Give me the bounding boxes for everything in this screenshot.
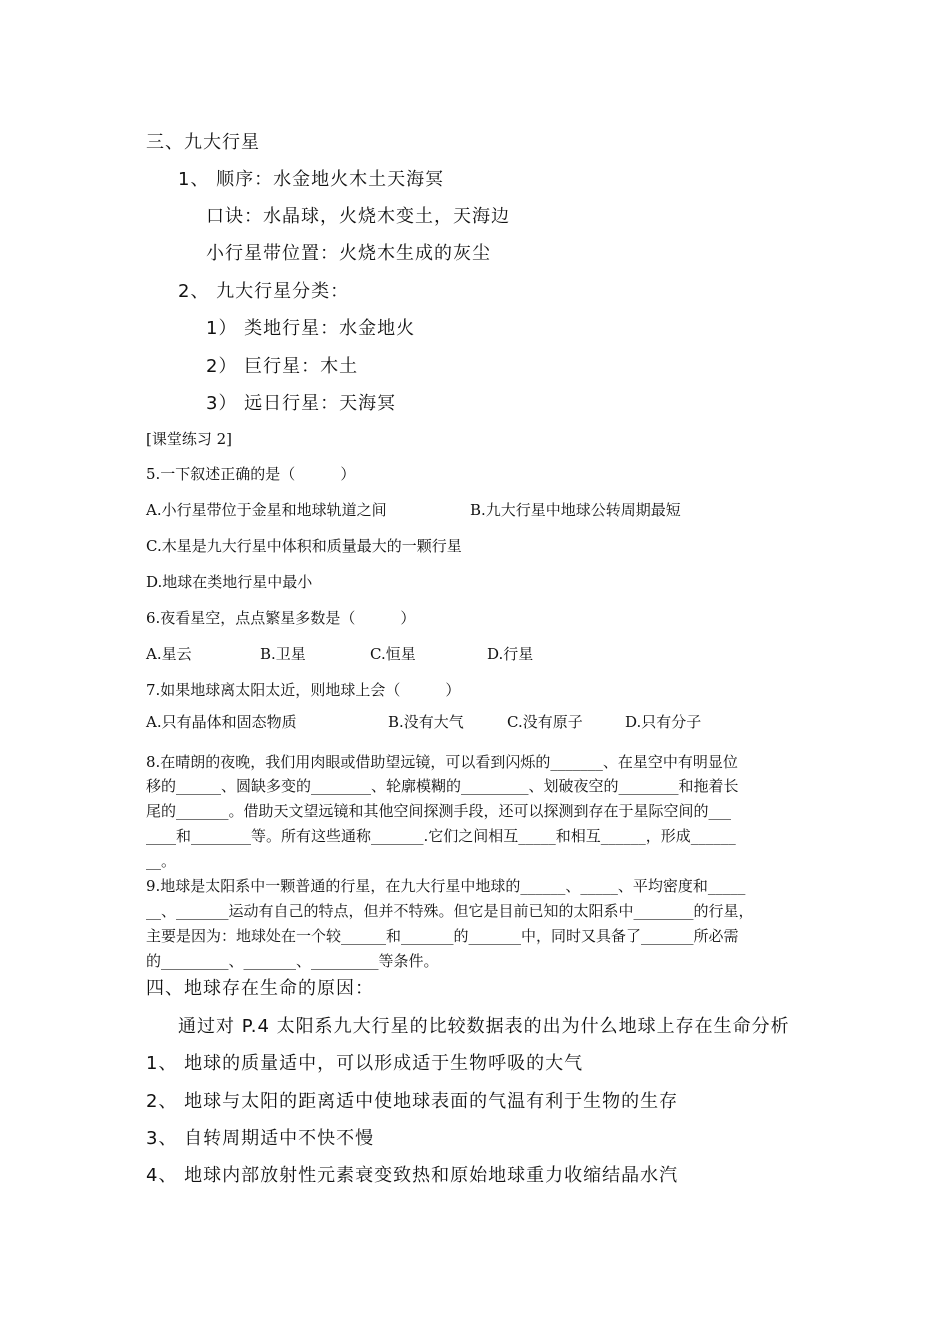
- q5-option-b: B.九大行星中地球公转周期最短: [470, 501, 681, 519]
- class-outer: 3） 远日行星：天海冥: [206, 393, 397, 414]
- q7-option-b: B.没有大气: [388, 713, 464, 731]
- q7-option-d: D.只有分子: [625, 713, 702, 731]
- q5-option-d: D.地球在类地行星中最小: [146, 573, 313, 591]
- reason-2: 2、 地球与太阳的距离适中使地球表面的气温有利于生物的生存: [146, 1091, 679, 1112]
- question-7: 7.如果地球离太阳太近，则地球上会（ ）: [146, 681, 461, 699]
- question-6: 6.夜看星空，点点繁星多数是（ ）: [146, 609, 416, 627]
- q6-option-c: C.恒星: [370, 645, 416, 663]
- reason-4: 4、 地球内部放射性元素衰变致热和原始地球重力收缩结晶水汽: [146, 1165, 679, 1186]
- q8-line-5: __。: [146, 852, 177, 870]
- q5-option-a: A.小行星带位于金星和地球轨道之间: [146, 501, 387, 519]
- q9-line-3: 主要是因为：地球处在一个较______和_______的_______中，同时又具备了_______所必需: [146, 927, 739, 945]
- q8-line-4: ____和________等。所有这些通称_______.它们之间相互_____和相互______，形成______: [146, 827, 736, 845]
- mnemonic-line: 口诀：水晶球，火烧木变土，天海边: [206, 206, 510, 227]
- section4-title: 四、地球存在生命的原因：: [146, 978, 374, 999]
- q7-option-a: A.只有晶体和固态物质: [146, 713, 297, 731]
- reason-1: 1、 地球的质量适中，可以形成适于生物呼吸的大气: [146, 1053, 584, 1074]
- q8-line-3: 尾的_______。借助天文望远镜和其他空间探测手段，还可以探测到存在于星际空间的___: [146, 802, 732, 820]
- section4-intro: 通过对 P.4 太阳系九大行星的比较数据表的出为什么地球上存在生命分析: [178, 1016, 790, 1037]
- class-terrestrial: 1） 类地行星：水金地火: [206, 318, 416, 339]
- q6-option-b: B.卫星: [260, 645, 306, 663]
- q9-line-4: 的_________、_______、_________等条件。: [146, 952, 439, 970]
- section3-title: 三、九大行星: [146, 132, 260, 153]
- q6-option-a: A.星云: [146, 645, 192, 663]
- q9-line-1: 9.地球是太阳系中一颗普通的行星，在九大行星中地球的______、_____、平均密度和_____: [146, 877, 746, 895]
- q8-line-1: 8.在晴朗的夜晚，我们用肉眼或借助望远镜，可以看到闪烁的_______、在星空中有明显位: [146, 753, 738, 771]
- q5-option-c: C.木星是九大行星中体积和质量最大的一颗行星: [146, 537, 462, 555]
- class-giant: 2） 巨行星：木土: [206, 356, 359, 377]
- reason-3: 3、 自转周期适中不快不慢: [146, 1128, 375, 1149]
- practice-heading: [课堂练习 2]: [146, 430, 233, 448]
- asteroid-belt-line: 小行星带位置：火烧木生成的灰尘: [206, 243, 491, 264]
- order-line: 1、 顺序：水金地火木土天海冥: [178, 169, 445, 190]
- q9-line-2: __、_______运动有自己的特点，但并不特殊。但它是目前已知的太阳系中________的行星，: [146, 902, 754, 920]
- q8-line-2: 移的______、圆缺多变的________、轮廓模糊的_________、划破夜空的________和拖着长: [146, 777, 739, 795]
- classify-line: 2、 九大行星分类：: [178, 281, 350, 302]
- q7-option-c: C.没有原子: [507, 713, 583, 731]
- question-5: 5.一下叙述正确的是（ ）: [146, 465, 356, 483]
- q6-option-d: D.行星: [487, 645, 534, 663]
